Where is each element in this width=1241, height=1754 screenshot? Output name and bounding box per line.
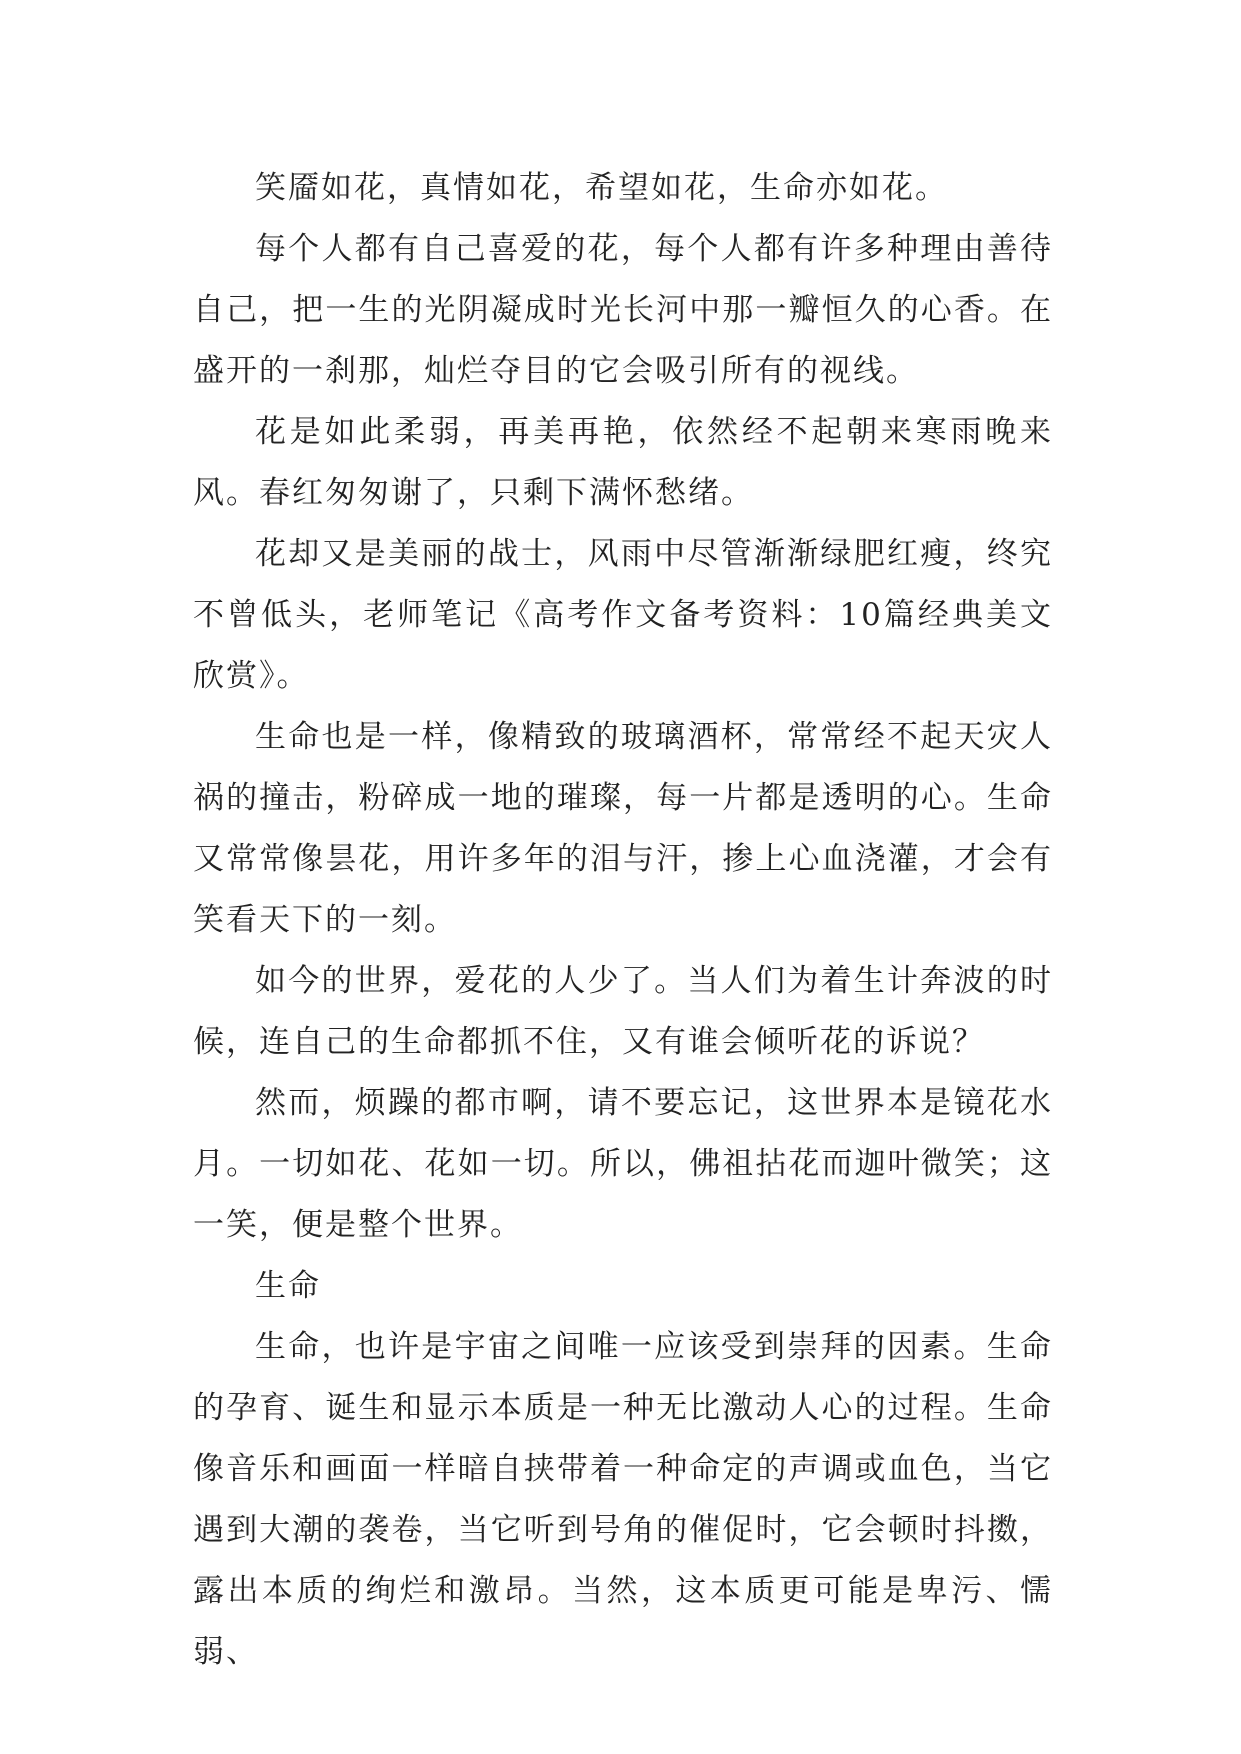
paragraph: 生命，也许是宇宙之间唯一应该受到崇拜的因素。生命的孕育、诞生和显示本质是一种无比激动人心的过程。生命像音乐和画面一样暗自挟带着一种命定的声调或血色，当它遇到大潮的袭卷，当它听到号角的催促时，它会顿时抖擞，露出本质的绚烂和激昂。当然，这本质更可能是卑污、懦弱、 [193, 1329, 1053, 1670]
paragraph: 然而，烦躁的都市啊，请不要忘记，这世界本是镜花水月。一切如花、花如一切。所以，佛祖拈花而迦叶微笑；这一笑，便是整个世界。 [193, 1085, 1053, 1243]
paragraph: 每个人都有自己喜爱的花，每个人都有许多种理由善待自己，把一生的光阴凝成时光长河中那一瓣恒久的心香。在盛开的一刹那，灿烂夺目的它会吸引所有的视线。 [193, 231, 1053, 389]
paragraph: 生命也是一样，像精致的玻璃酒杯，常常经不起天灾人祸的撞击，粉碎成一地的璀璨，每一片都是透明的心。生命又常常像昙花，用许多年的泪与汗，掺上心血浇灌，才会有笑看天下的一刻。 [193, 719, 1053, 938]
section-heading: 生命 [255, 1268, 321, 1304]
paragraph: 花却又是美丽的战士，风雨中尽管渐渐绿肥红瘦，终究不曾低头，老师笔记《高考作文备考资料：10篇经典美文欣赏》。 [193, 536, 1053, 694]
paragraph: 花是如此柔弱，再美再艳，依然经不起朝来寒雨晚来风。春红匆匆谢了，只剩下满怀愁绪。 [193, 414, 1053, 511]
paragraph: 笑靥如花，真情如花，希望如花，生命亦如花。 [255, 170, 948, 206]
paragraph: 如今的世界，爱花的人少了。当人们为着生计奔波的时候，连自己的生命都抓不住，又有谁会倾听花的诉说？ [193, 963, 1053, 1060]
document-body [193, 158, 1053, 1683]
